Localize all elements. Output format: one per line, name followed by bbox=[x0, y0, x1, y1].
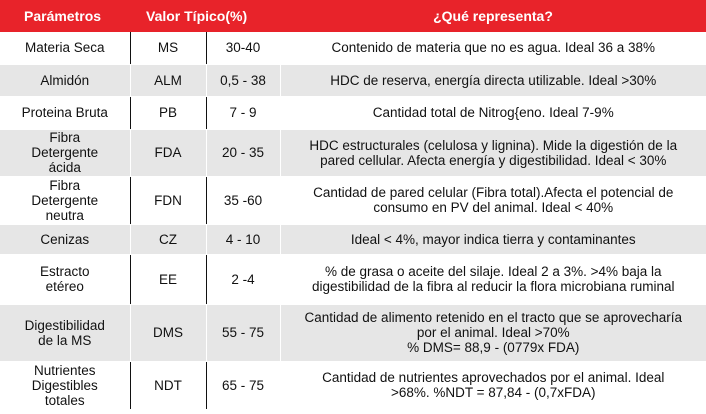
param-abbr: CZ bbox=[130, 224, 206, 254]
param-name: Estracto etéreo bbox=[0, 254, 130, 304]
table-row bbox=[0, 176, 706, 224]
description: Cantidad de alimento retenido en el tracto que se aprovecharía por el animal. Ideal >70% % DMS= 88,9 - (0779x FDA) bbox=[280, 304, 706, 361]
description: HDC estructurales (celulosa y lignina). Mide la digestión de la pared cellular. Afecta energía y digestibilidad. Ideal < 30% bbox=[280, 129, 706, 176]
param-name: Proteina Bruta bbox=[0, 96, 130, 129]
param-abbr: ALM bbox=[130, 64, 206, 96]
table-row bbox=[0, 254, 706, 304]
description: HDC de reserva, energía directa utilizable. Ideal >30% bbox=[280, 64, 706, 96]
typical-value: 4 - 10 bbox=[206, 224, 280, 254]
typical-value: 0,5 - 38 bbox=[206, 64, 280, 96]
description: Contenido de materia que no es agua. Ideal 36 a 38% bbox=[280, 32, 706, 64]
table-row bbox=[0, 64, 706, 96]
param-abbr: NDT bbox=[130, 361, 206, 409]
header-parametros: Parámetros bbox=[0, 0, 130, 32]
param-name: Fibra Detergente ácida bbox=[0, 129, 130, 176]
typical-value: 7 - 9 bbox=[206, 96, 280, 129]
param-name: Digestibilidad de la MS bbox=[0, 304, 130, 361]
table-header-row bbox=[0, 0, 706, 32]
typical-value: 30-40 bbox=[206, 32, 280, 64]
param-abbr: PB bbox=[130, 96, 206, 129]
param-name: Almidón bbox=[0, 64, 130, 96]
table-row bbox=[0, 129, 706, 176]
typical-value: 65 - 75 bbox=[206, 361, 280, 409]
description: Cantidad total de Nitrog{eno. Ideal 7-9% bbox=[280, 96, 706, 129]
typical-value: 2 -4 bbox=[206, 254, 280, 304]
table-row bbox=[0, 304, 706, 361]
typical-value: 20 - 35 bbox=[206, 129, 280, 176]
typical-value: 35 -60 bbox=[206, 176, 280, 224]
table-row bbox=[0, 32, 706, 64]
description: Cantidad de nutrientes aprovechados por el animal. Ideal >68%. %NDT = 87,84 - (0,7xFDA) bbox=[280, 361, 706, 409]
param-abbr: EE bbox=[130, 254, 206, 304]
param-abbr: FDA bbox=[130, 129, 206, 176]
description: Cantidad de pared celular (Fibra total).Afecta el potencial de consumo en PV del animal. Ideal < 40% bbox=[280, 176, 706, 224]
param-name: Materia Seca bbox=[0, 32, 130, 64]
param-name: Cenizas bbox=[0, 224, 130, 254]
header-valor-tipico: Valor Típico(%) bbox=[130, 0, 280, 32]
param-name: Nutrientes Digestibles totales bbox=[0, 361, 130, 409]
param-name: Fibra Detergente neutra bbox=[0, 176, 130, 224]
description: Ideal < 4%, mayor indica tierra y contaminantes bbox=[280, 224, 706, 254]
param-abbr: FDN bbox=[130, 176, 206, 224]
typical-value: 55 - 75 bbox=[206, 304, 280, 361]
param-abbr: MS bbox=[130, 32, 206, 64]
table-row bbox=[0, 224, 706, 254]
param-abbr: DMS bbox=[130, 304, 206, 361]
description: % de grasa o aceite del silaje. Ideal 2 a 3%. >4% baja la digestibilidad de la fibra al reducir la flora microbiana ruminal bbox=[280, 254, 706, 304]
table-row bbox=[0, 361, 706, 409]
header-que-representa: ¿Qué representa? bbox=[280, 0, 706, 32]
table-row bbox=[0, 96, 706, 129]
